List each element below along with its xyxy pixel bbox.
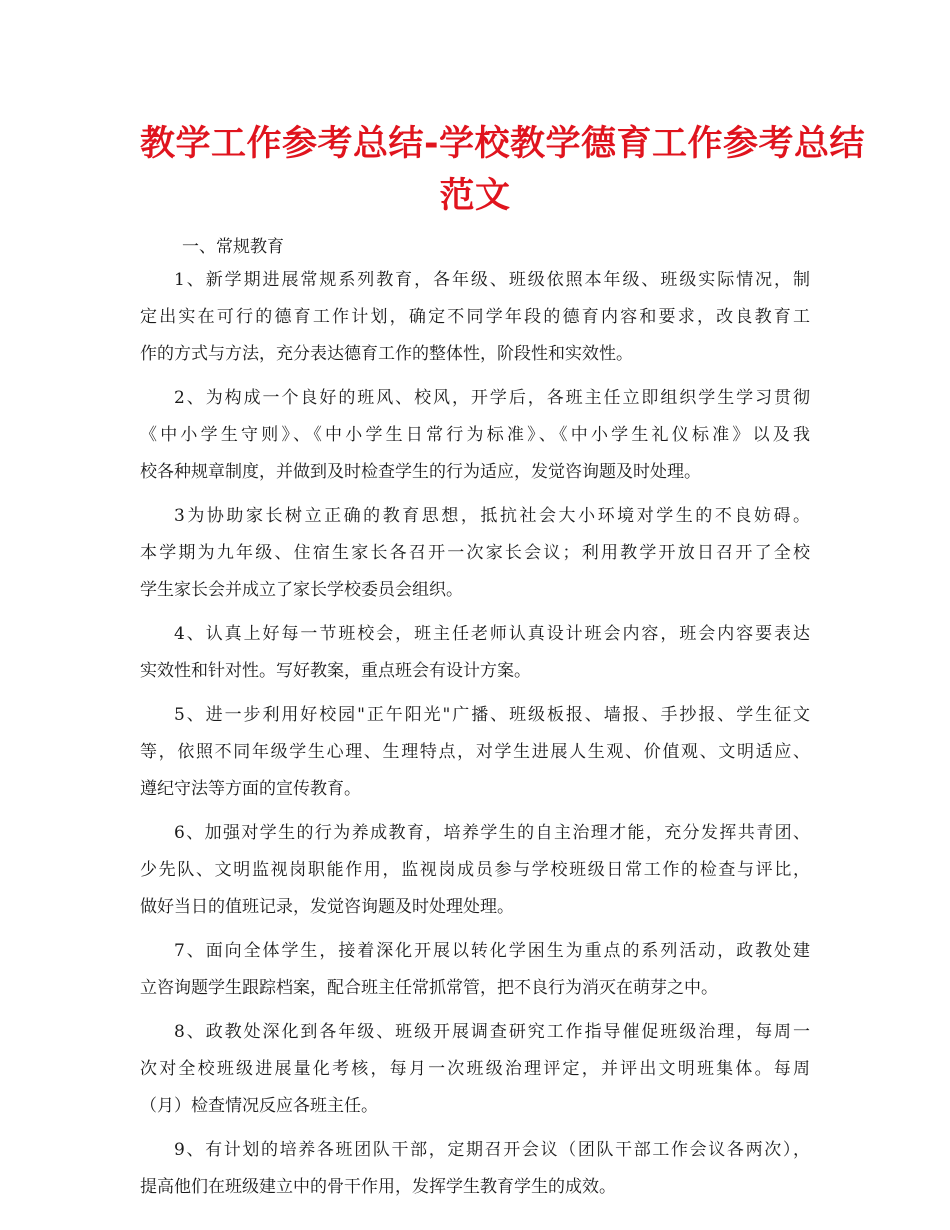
- paragraph-line: 少先队、文明监视岗职能作用，监视岗成员参与学校班级日常工作的检查与评比，: [140, 860, 810, 880]
- paragraph-6: [140, 815, 810, 926]
- paragraph-line: 实效性和针对性。写好教案，重点班会有设计方案。: [140, 661, 531, 681]
- title-line-1: 教学工作参考总结-学校教学德育工作参考总结: [140, 124, 866, 164]
- document-title: [140, 118, 866, 222]
- paragraph-8: [140, 1014, 810, 1125]
- section-heading: 一、常规教育: [182, 237, 284, 257]
- paragraph-line: 5、进一步利用好校园"正午阳光"广播、班级板报、墙报、手抄报、学生征文: [174, 705, 810, 725]
- paragraph-line: 立咨询题学生跟踪档案，配合班主任常抓常管，把不良行为消灭在萌芽之中。: [140, 978, 718, 998]
- paragraph-line: 本学期为九年级、住宿生家长各召开一次家长会议；利用教学开放日召开了全校: [140, 543, 810, 563]
- paragraph-line: 《中小学生守则》、《中小学生日常行为标准》、《中小学生礼仪标准》以及我: [140, 425, 810, 445]
- paragraph-line: 作的方式与方法，充分表达德育工作的整体性，阶段性和实效性。: [140, 344, 633, 364]
- paragraph-5: [140, 697, 810, 808]
- paragraph-line: 3为协助家长树立正确的教育思想，抵抗社会大小环境对学生的不良妨碍。: [174, 506, 810, 526]
- paragraph-list: [140, 262, 810, 1206]
- paragraph-9: [140, 1132, 810, 1206]
- paragraph-line: 4、认真上好每一节班校会，班主任老师认真设计班会内容，班会内容要表达: [174, 624, 810, 644]
- paragraph-line: 9、有计划的培养各班团队干部，定期召开会议（团队干部工作会议各两次），: [174, 1140, 810, 1160]
- paragraph-line: 1、新学期进展常规系列教育，各年级、班级依照本年级、班级实际情况，制: [174, 270, 810, 290]
- paragraph-2: [140, 380, 810, 491]
- paragraph-line: 做好当日的值班记录，发觉咨询题及时处理处理。: [140, 897, 514, 917]
- title-line-2: 范文: [439, 176, 511, 216]
- paragraph-1: [140, 262, 810, 373]
- paragraph-3: [140, 498, 810, 609]
- paragraph-line: 遵纪守法等方面的宣传教育。: [140, 779, 361, 799]
- paragraph-line: 提高他们在班级建立中的骨干作用，发挥学生教育学生的成效。: [140, 1177, 616, 1197]
- paragraph-line: 7、面向全体学生，接着深化开展以转化学困生为重点的系列活动，政教处建: [174, 941, 810, 961]
- paragraph-line: 校各种规章制度，并做到及时检查学生的行为适应，发觉咨询题及时处理。: [140, 462, 701, 482]
- document-body: [140, 232, 810, 1206]
- paragraph-line: 2、为构成一个良好的班风、校风，开学后，各班主任立即组织学生学习贯彻: [174, 388, 810, 408]
- paragraph-4: [140, 616, 810, 690]
- paragraph-line: 次对全校班级进展量化考核，每月一次班级治理评定，并评出文明班集体。每周: [140, 1059, 810, 1079]
- paragraph-line: （月）检查情况反应各班主任。: [140, 1096, 378, 1116]
- paragraph-line: 6、加强对学生的行为养成教育，培养学生的自主治理才能，充分发挥共青团、: [174, 823, 810, 843]
- paragraph-line: 8、政教处深化到各年级、班级开展调查研究工作指导催促班级治理，每周一: [174, 1022, 810, 1042]
- paragraph-line: 学生家长会并成立了家长学校委员会组织。: [140, 580, 463, 600]
- paragraph-line: 定出实在可行的德育工作计划，确定不同学年段的德育内容和要求，改良教育工: [140, 307, 810, 327]
- paragraph-7: [140, 933, 810, 1007]
- paragraph-line: 等，依照不同年级学生心理、生理特点，对学生进展人生观、价值观、文明适应、: [140, 742, 810, 762]
